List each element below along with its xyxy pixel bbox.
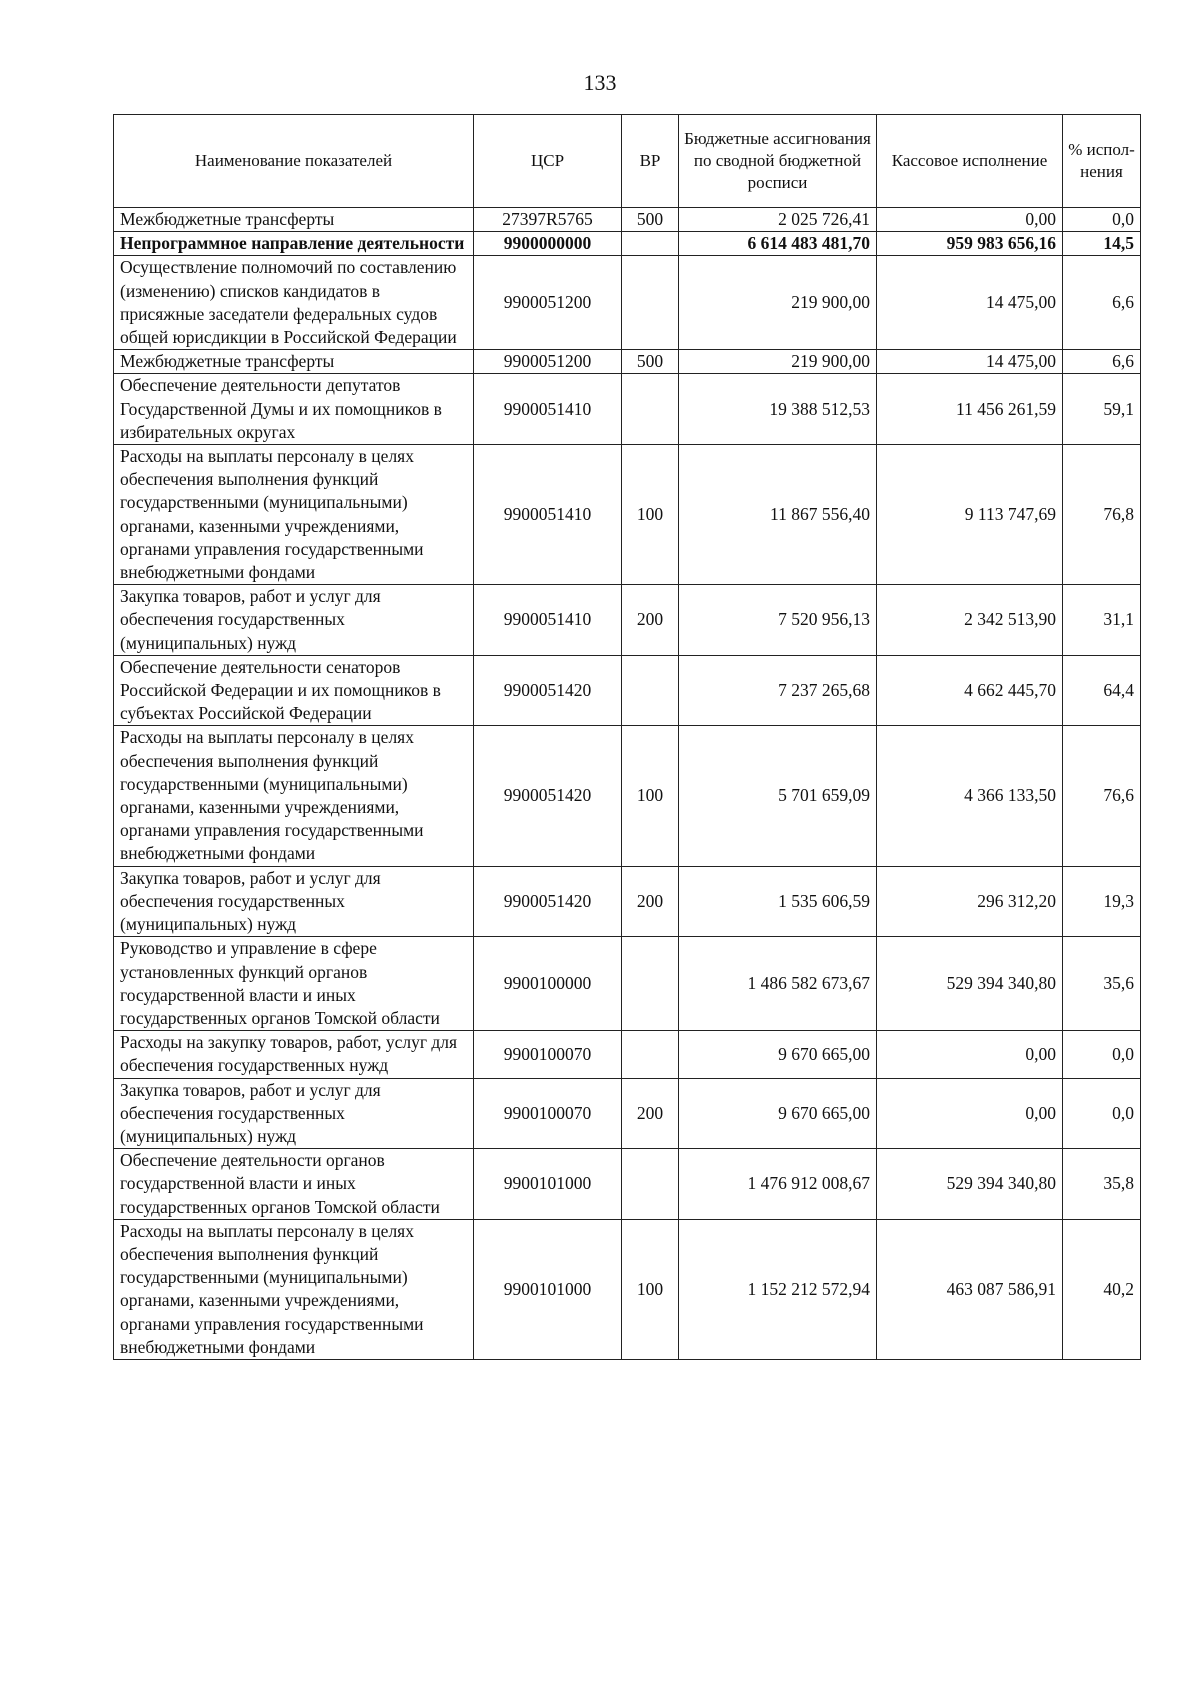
table-row <box>114 208 1141 232</box>
cell-assignments: 7 520 956,13 <box>679 585 877 656</box>
table-row <box>114 350 1141 374</box>
table-row <box>114 256 1141 350</box>
cell-cash-execution: 0,00 <box>877 1031 1063 1078</box>
table-header-row <box>114 115 1141 208</box>
cell-assignments: 7 237 265,68 <box>679 655 877 726</box>
cell-cash-execution: 14 475,00 <box>877 350 1063 374</box>
cell-csr: 9900051420 <box>474 866 622 937</box>
cell-execution-percent: 0,0 <box>1063 1078 1141 1149</box>
cell-cash-execution: 0,00 <box>877 1078 1063 1149</box>
table-row <box>114 726 1141 866</box>
cell-csr: 9900000000 <box>474 232 622 256</box>
cell-assignments: 219 900,00 <box>679 256 877 350</box>
cell-vr: 500 <box>622 208 679 232</box>
cell-assignments: 1 486 582 673,67 <box>679 937 877 1031</box>
cell-execution-percent: 35,8 <box>1063 1149 1141 1220</box>
cell-name: Закупка товаров, работ и услуг для обеспечения государственных (муниципальных) нужд <box>114 866 474 937</box>
cell-vr: 200 <box>622 1078 679 1149</box>
cell-assignments: 1 152 212 572,94 <box>679 1219 877 1359</box>
cell-assignments: 19 388 512,53 <box>679 374 877 445</box>
cell-execution-percent: 6,6 <box>1063 256 1141 350</box>
cell-name: Непрограммное направление деятельности <box>114 232 474 256</box>
cell-name: Закупка товаров, работ и услуг для обеспечения государственных (муниципальных) нужд <box>114 585 474 656</box>
cell-cash-execution: 529 394 340,80 <box>877 937 1063 1031</box>
table-row <box>114 655 1141 726</box>
cell-vr <box>622 374 679 445</box>
header-csr: ЦСР <box>474 115 622 208</box>
cell-cash-execution: 0,00 <box>877 208 1063 232</box>
cell-csr: 9900100000 <box>474 937 622 1031</box>
cell-name: Межбюджетные трансферты <box>114 350 474 374</box>
cell-cash-execution: 959 983 656,16 <box>877 232 1063 256</box>
cell-vr <box>622 232 679 256</box>
cell-cash-execution: 2 342 513,90 <box>877 585 1063 656</box>
cell-name: Межбюджетные трансферты <box>114 208 474 232</box>
cell-csr: 9900051200 <box>474 350 622 374</box>
table-row <box>114 937 1141 1031</box>
cell-vr: 200 <box>622 866 679 937</box>
header-execution-percent: % испол-нения <box>1063 115 1141 208</box>
cell-assignments: 1 535 606,59 <box>679 866 877 937</box>
header-assignments: Бюджетные ассигнования по сводной бюджетной росписи <box>679 115 877 208</box>
table-row <box>114 374 1141 445</box>
cell-assignments: 5 701 659,09 <box>679 726 877 866</box>
cell-name: Расходы на выплаты персоналу в целях обеспечения выполнения функций государственными (муниципальными) органами, казенными учреждениями, органами управления государственными внебюджетными фондами <box>114 1219 474 1359</box>
cell-name: Расходы на закупку товаров, работ, услуг для обеспечения государственных нужд <box>114 1031 474 1078</box>
cell-vr <box>622 937 679 1031</box>
cell-assignments: 11 867 556,40 <box>679 445 877 585</box>
header-vr: ВР <box>622 115 679 208</box>
cell-name: Расходы на выплаты персоналу в целях обеспечения выполнения функций государственными (муниципальными) органами, казенными учреждениями, органами управления государственными внебюджетными фондами <box>114 445 474 585</box>
cell-csr: 9900051200 <box>474 256 622 350</box>
cell-vr: 100 <box>622 445 679 585</box>
cell-execution-percent: 76,8 <box>1063 445 1141 585</box>
cell-name: Руководство и управление в сфере установленных функций органов государственной власти и иных государственных органов Томской области <box>114 937 474 1031</box>
cell-execution-percent: 35,6 <box>1063 937 1141 1031</box>
table-row <box>114 1149 1141 1220</box>
header-cash-execution: Кассовое исполнение <box>877 115 1063 208</box>
budget-execution-table <box>113 114 1141 1360</box>
table-row <box>114 585 1141 656</box>
table-row <box>114 1219 1141 1359</box>
cell-name: Обеспечение деятельности депутатов Государственной Думы и их помощников в избирательных округах <box>114 374 474 445</box>
cell-assignments: 1 476 912 008,67 <box>679 1149 877 1220</box>
cell-name: Осуществление полномочий по составлению (изменению) списков кандидатов в присяжные заседатели федеральных судов общей юрисдикции в Российской Федерации <box>114 256 474 350</box>
cell-assignments: 9 670 665,00 <box>679 1031 877 1078</box>
cell-csr: 9900051420 <box>474 655 622 726</box>
cell-execution-percent: 0,0 <box>1063 1031 1141 1078</box>
cell-cash-execution: 296 312,20 <box>877 866 1063 937</box>
cell-assignments: 6 614 483 481,70 <box>679 232 877 256</box>
cell-name: Обеспечение деятельности органов государственной власти и иных государственных органов Томской области <box>114 1149 474 1220</box>
table-row <box>114 445 1141 585</box>
cell-execution-percent: 19,3 <box>1063 866 1141 937</box>
cell-csr: 9900100070 <box>474 1078 622 1149</box>
cell-assignments: 219 900,00 <box>679 350 877 374</box>
cell-execution-percent: 6,6 <box>1063 350 1141 374</box>
cell-csr: 9900051410 <box>474 585 622 656</box>
cell-cash-execution: 529 394 340,80 <box>877 1149 1063 1220</box>
table-row <box>114 866 1141 937</box>
cell-csr: 27397R5765 <box>474 208 622 232</box>
cell-execution-percent: 59,1 <box>1063 374 1141 445</box>
cell-cash-execution: 4 366 133,50 <box>877 726 1063 866</box>
cell-csr: 9900051410 <box>474 445 622 585</box>
cell-vr: 200 <box>622 585 679 656</box>
cell-csr: 9900051420 <box>474 726 622 866</box>
cell-cash-execution: 463 087 586,91 <box>877 1219 1063 1359</box>
cell-vr: 500 <box>622 350 679 374</box>
table-body <box>114 208 1141 1360</box>
cell-name: Обеспечение деятельности сенаторов Российской Федерации и их помощников в субъектах Российской Федерации <box>114 655 474 726</box>
cell-cash-execution: 11 456 261,59 <box>877 374 1063 445</box>
cell-cash-execution: 4 662 445,70 <box>877 655 1063 726</box>
cell-assignments: 9 670 665,00 <box>679 1078 877 1149</box>
header-name: Наименование показателей <box>114 115 474 208</box>
cell-csr: 9900100070 <box>474 1031 622 1078</box>
cell-execution-percent: 0,0 <box>1063 208 1141 232</box>
table-row <box>114 232 1141 256</box>
cell-name: Закупка товаров, работ и услуг для обеспечения государственных (муниципальных) нужд <box>114 1078 474 1149</box>
cell-cash-execution: 9 113 747,69 <box>877 445 1063 585</box>
cell-vr <box>622 655 679 726</box>
table-row <box>114 1078 1141 1149</box>
cell-vr <box>622 1149 679 1220</box>
cell-execution-percent: 64,4 <box>1063 655 1141 726</box>
cell-name: Расходы на выплаты персоналу в целях обеспечения выполнения функций государственными (муниципальными) органами, казенными учреждениями, органами управления государственными внебюджетными фондами <box>114 726 474 866</box>
cell-execution-percent: 76,6 <box>1063 726 1141 866</box>
cell-assignments: 2 025 726,41 <box>679 208 877 232</box>
cell-csr: 9900101000 <box>474 1219 622 1359</box>
cell-execution-percent: 14,5 <box>1063 232 1141 256</box>
cell-vr: 100 <box>622 1219 679 1359</box>
cell-execution-percent: 31,1 <box>1063 585 1141 656</box>
table-row <box>114 1031 1141 1078</box>
cell-vr: 100 <box>622 726 679 866</box>
cell-cash-execution: 14 475,00 <box>877 256 1063 350</box>
page-number: 133 <box>583 70 617 95</box>
cell-vr <box>622 256 679 350</box>
cell-csr: 9900051410 <box>474 374 622 445</box>
cell-execution-percent: 40,2 <box>1063 1219 1141 1359</box>
cell-vr <box>622 1031 679 1078</box>
cell-csr: 9900101000 <box>474 1149 622 1220</box>
